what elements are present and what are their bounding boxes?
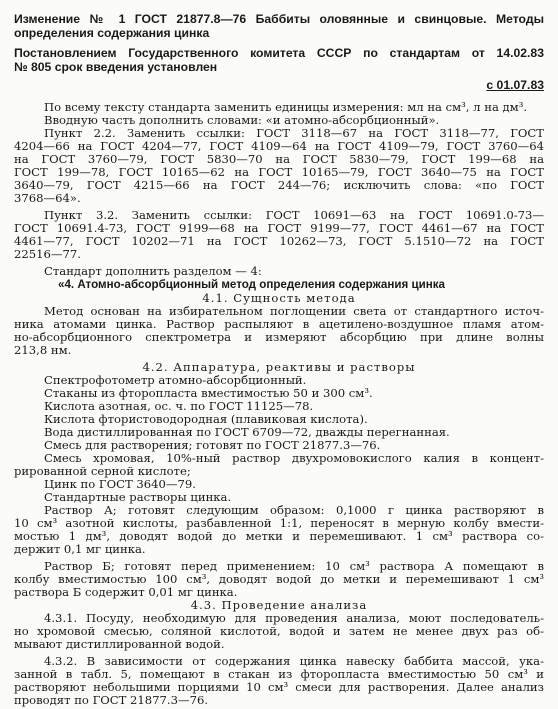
- section-4-1-heading: 4.1. Сущность метода: [202, 292, 356, 305]
- text-line: Стандартные растворы цинка.: [44, 491, 232, 504]
- text-line: Пункт 3.2. Заменить ссылки: ГОСТ 10691—63 на ГОСТ 10691.0-73—: [44, 209, 544, 222]
- text-line: раствора Б содержит 0,01 мг цинка.: [14, 586, 238, 599]
- text-line: Метод основан на избирательном поглощении света от стандартного источ-: [44, 305, 544, 318]
- text-line: 4461—77, ГОСТ 10202—71 на ГОСТ 10262—73, ГОСТ 5.1510—72 на ГОСТ: [14, 235, 544, 248]
- text-line: ГОСТ 199—78, ГОСТ 10165—62 на ГОСТ 10165—79, ГОСТ 3640—75 на ГОСТ: [14, 166, 544, 179]
- header-line-1: Изменение № 1 ГОСТ 21877.8—76 Баббиты оловянные и свинцовые. Методы: [14, 12, 544, 26]
- text-line: занной в табл. 5, помещают в стакан из фторопласта вместимостью 50 см³ и: [14, 668, 544, 681]
- effective-date: [14, 78, 544, 92]
- header-line-2: определения содержания цинка: [14, 26, 210, 40]
- text-line: Раствор А; готовят следующим образом: 0,1000 г цинка растворяют в: [44, 504, 544, 517]
- text-line: 3640—79, ГОСТ 4215—66 на ГОСТ 244—76; исключить слова: «по ГОСТ: [14, 179, 544, 192]
- text-line: Кислота фтористоводородная (плавиковая кислота).: [44, 413, 368, 426]
- section-4-2-heading: 4.2. Аппаратура, реактивы и растворы: [142, 361, 416, 374]
- text-line: 4.3.2. В зависимости от содержания цинка навеску баббита массой, ука-: [44, 655, 544, 668]
- text-line: мывают дистиллированной водой.: [14, 638, 225, 651]
- text-line: но-абсорбционного спектрометра и измеряют абсорбцию при длине волны: [14, 331, 544, 344]
- text-line: 10 см³ азотной кислоты, разбавленной 1:1, переносят в мерную колбу вмести-: [14, 517, 544, 530]
- text-line: Вводную часть дополнить словами: «и атомно-абсорбционный».: [44, 114, 440, 127]
- text-line: 22516—77.: [14, 248, 81, 261]
- text-line: Смесь хромовая, 10%-ный раствор двухромовокислого калия в концент-: [44, 452, 544, 465]
- header-line-4: № 805 срок введения установлен: [14, 60, 218, 74]
- text-line: Раствор Б; готовят перед применением: 10 см³ раствора А помещают в: [44, 560, 544, 573]
- text-line: растворяют небольшими порциями 10 см³ смеси для растворения. Далее анализ: [14, 681, 544, 694]
- text-line: По всему тексту стандарта заменить единицы измерения: мл на см³, л на дм³.: [44, 101, 528, 114]
- text-line: колбу вместимостью 100 см³, доводят водой до метки и перемешивают 1 см³: [14, 573, 544, 586]
- text-line: держит 0,1 мг цинка.: [14, 543, 146, 556]
- section-4-3-heading: 4.3. Проведение анализа: [190, 599, 368, 612]
- text-line: рированной серной кислоте;: [14, 465, 191, 478]
- text-line: мостью 1 дм³, доводят водой до метки и перемешивают. 1 см³ раствора со-: [14, 530, 544, 543]
- effective-date-text: с 01.07.83: [486, 78, 544, 92]
- section-4-title: «4. Атомно-абсорбционный метод определения содержания цинка: [58, 278, 446, 291]
- text-line: проводят по ГОСТ 21877.3—76.: [14, 694, 209, 707]
- text-line: Вода дистиллированная по ГОСТ 6709—72, дважды перегнанная.: [44, 426, 450, 439]
- text-line: Стандарт дополнить разделом — 4:: [44, 265, 262, 278]
- text-line: Пункт 2.2. Заменить ссылки: ГОСТ 3118—67 на ГОСТ 3118—77, ГОСТ: [44, 127, 544, 140]
- text-line: Смесь для растворения; готовят по ГОСТ 21877.3—76.: [44, 439, 381, 452]
- text-line: Кислота азотная, ос. ч. по ГОСТ 11125—78.: [44, 400, 314, 413]
- text-line: но хромовой смесью, соляной кислотой, водой и затем не менее двух раз об-: [14, 625, 544, 638]
- text-line: на ГОСТ 3760—79, ГОСТ 5830—70 на ГОСТ 5830—79, ГОСТ 199—68 на: [14, 153, 544, 166]
- text-line: Стаканы из фторопласта вместимостью 50 и 300 см³.: [44, 387, 373, 400]
- text-line: ГОСТ 10691.4-73, ГОСТ 9199—68 на ГОСТ 9199—77, ГОСТ 4461—67 на ГОСТ: [14, 222, 544, 235]
- text-line: 213,8 нм.: [14, 344, 72, 357]
- text-line: Цинк по ГОСТ 3640—79.: [44, 478, 196, 491]
- header-line-3: Постановлением Государственного комитета СССР по стандартам от 14.02.83: [14, 46, 544, 60]
- text-line: 4204—66 на ГОСТ 4204—77, ГОСТ 4109—64 на ГОСТ 4109—79, ГОСТ 3760—64: [14, 140, 544, 153]
- text-line: ника атомами цинка. Раствор распыляют в ацетилено-воздушное пламя атом-: [14, 318, 544, 331]
- text-line: 3768—64».: [14, 192, 81, 205]
- text-line: 4.3.1. Посуду, необходимую для проведения анализа, моют последователь-: [44, 612, 544, 625]
- text-line: Спектрофотометр атомно-абсорбционный.: [44, 374, 307, 387]
